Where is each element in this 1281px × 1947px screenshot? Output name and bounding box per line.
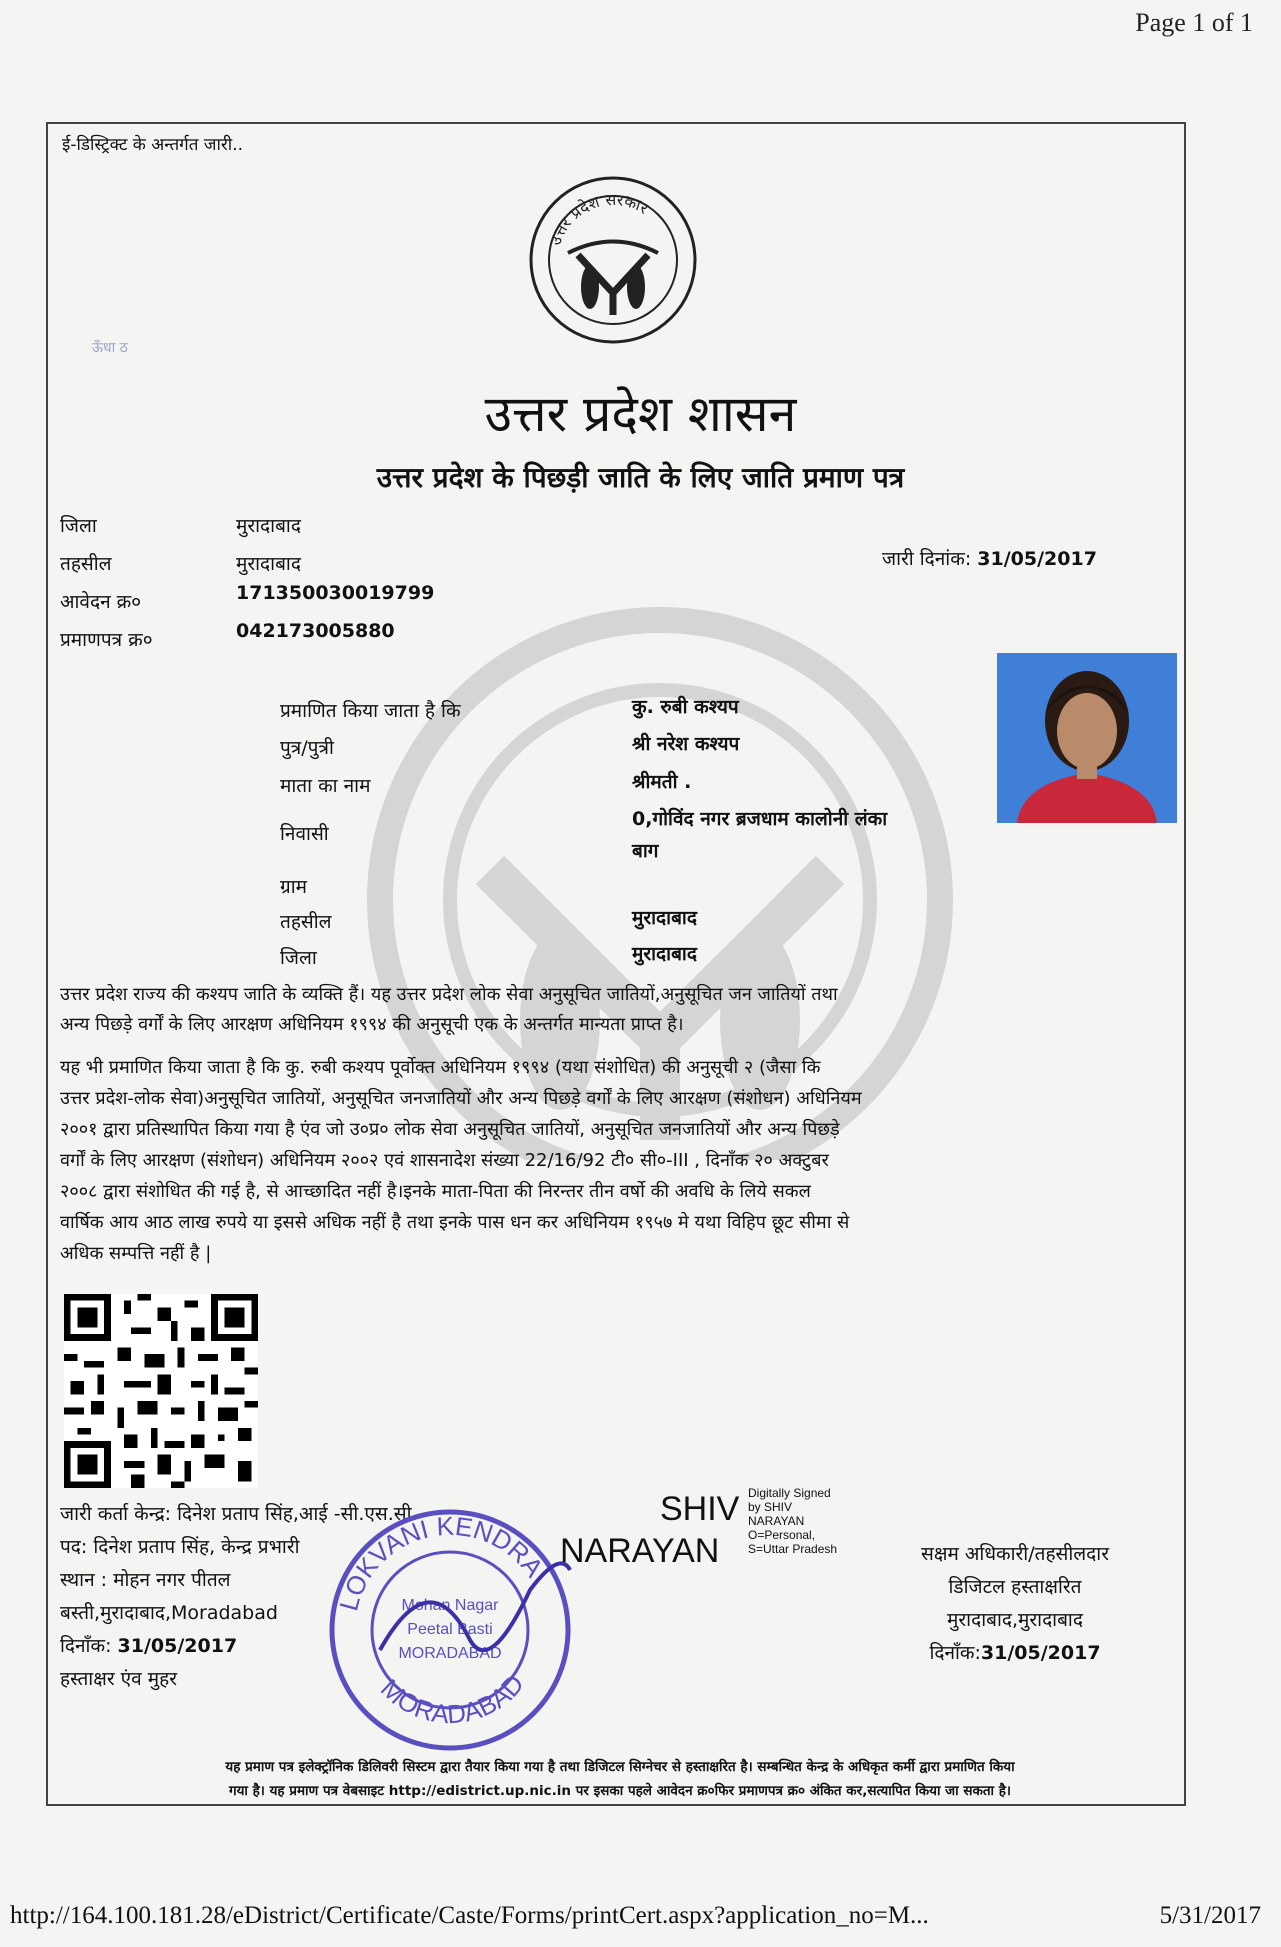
authority-date-value: 31/05/2017 <box>980 1642 1101 1664</box>
svg-text:MORADABAD <box>375 1669 530 1730</box>
issue-date <box>882 545 1097 571</box>
digital-signature <box>560 1480 860 1610</box>
applicant-photo <box>997 653 1177 823</box>
person-photo-icon <box>997 653 1177 823</box>
authority-date <box>880 1637 1150 1670</box>
verification-note-line: यह प्रमाण पत्र इलेक्ट्रॉनिक डिलिवरी सिस्टम द्वारा तैयार किया गया है तथा डिजिटल सिग्नेचर से हस्ताक्षरित है। सम्बन्धित केन्द्र के अधिकृत कर्मी द्वारा प्रमाणित किया <box>225 1759 1015 1775</box>
stamp-outer-bottom-text: MORADABAD <box>375 1668 530 1730</box>
district-value: मुरादाबाद <box>236 515 301 537</box>
issued-under-note: ई-डिस्ट्रिक्ट के अन्तर्गत जारी.. <box>62 135 244 155</box>
certificate-subtitle: उत्तर प्रदेश के पिछड़ी जाति के लिए जाति प्रमाण पत्र <box>376 461 905 494</box>
stamp-outer-top-text: LOKVANI KENDRA <box>333 1510 550 1614</box>
page-number: Page 1 of 1 <box>1135 8 1253 37</box>
paragraph-line: वार्षिक आय आठ लाख रुपये या इससे अधिक नहीं है तथा इनके पास धन कर अधिनियम १९५७ मे यथा विहिप छूट सीमा से <box>60 1212 850 1233</box>
applicant-name: कु. रुबी कश्यप <box>632 696 739 718</box>
signature-and-seal-label: हस्ताक्षर एंव मुहर <box>60 1668 177 1690</box>
signer-name-line1: SHIV <box>660 1490 740 1528</box>
person-tehsil-label: तहसील <box>280 911 332 933</box>
caste-paragraph <box>60 980 1150 1040</box>
faint-stamp-mark: ऊँधा ठ <box>92 340 128 356</box>
signature-meta-line: NARAYAN <box>748 1514 805 1528</box>
issuer-place-line2: बस्ती,मुरादाबाद,Moradabad <box>60 1602 278 1624</box>
resident-address-line1: 0,गोविंद नगर ब्रजधाम कालोनी लंका <box>632 808 888 830</box>
issuer-date-label: दिनाँक: <box>60 1635 112 1657</box>
seal-text: उत्तर प्रदेश सरकार <box>545 189 652 248</box>
paragraph-line: उत्तर प्रदेश राज्य की कश्यप जाति के व्यक्ति हैं। यह उत्तर प्रदेश लोक सेवा अनुसूचित जातियों,अनुसूचित जन जातियों तथा <box>60 984 838 1005</box>
certified-label: प्रमाणित किया जाता है कि <box>280 700 461 722</box>
verification-note-line: गया है। यह प्रमाण पत्र वेबसाइट http://edistrict.up.nic.in पर इसका पहले आवेदन क्र०फिर प्रमाणपत्र क्र० अंकित कर,सत्यापित किया जा सकता है। <box>228 1783 1012 1799</box>
issuer-designation: पद: दिनेश प्रताप सिंह, केन्द्र प्रभारी <box>60 1536 300 1558</box>
authority-block <box>880 1538 1150 1670</box>
paragraph-line: २००१ द्वारा प्रतिस्थापित किया गया है एंव जो उ०प्र० लोक सेवा अनुसूचित जातियों, अनुसूचित जनजातियों और अन्य पिछड़े <box>60 1119 840 1140</box>
paragraph-line: वर्गों के लिए आरक्षण (संशोधन) अधिनियम २००२ एवं शासनादेश संख्या 22/16/92 टी० सी०-III , दिनाँक २० अक्टुबर <box>60 1150 829 1171</box>
resident-address-line2: बाग <box>632 840 659 862</box>
tehsil-value: मुरादाबाद <box>236 553 301 575</box>
application-number-value: 171350030019799 <box>236 582 435 604</box>
authority-title: सक्षम अधिकारी/तहसीलदार <box>921 1543 1109 1565</box>
up-government-seal-icon <box>528 175 698 345</box>
village-label: ग्राम <box>280 876 307 898</box>
paragraph-line: यह भी प्रमाणित किया जाता है कि कु. रुबी कश्यप पूर्वोक्त अधिनियम १९९४ (यथा संशोधित) की अनुसूची २ (जैसा कि <box>60 1057 821 1078</box>
signer-name-line2: NARAYAN <box>560 1532 720 1570</box>
issuer-date-value: 31/05/2017 <box>117 1635 238 1657</box>
print-date: 5/31/2017 <box>1159 1902 1261 1929</box>
mother-label: माता का नाम <box>280 775 371 797</box>
mother-name: श्रीमती . <box>632 771 692 793</box>
tehsil-label: तहसील <box>60 553 112 575</box>
verification-note <box>60 1755 1180 1803</box>
authority-digital-signed: डिजिटल हस्ताक्षरित <box>948 1576 1082 1598</box>
paragraph-line: उत्तर प्रदेश-लोक सेवा)अनुसूचित जातियों, अनुसूचित जनजातियों और अन्य पिछड़े वर्गों के लिए आरक्षण (संशोधन) अधिनियम <box>60 1088 862 1109</box>
issuer-date <box>60 1632 237 1658</box>
person-district-label: जिला <box>280 947 317 969</box>
person-district-value: मुरादाबाद <box>632 943 697 965</box>
resident-label: निवासी <box>280 823 329 845</box>
signature-meta-line: S=Uttar Pradesh <box>748 1542 838 1556</box>
parent-name: श्री नरेश कश्यप <box>632 733 740 755</box>
application-number-label: आवेदन क्र० <box>60 591 142 613</box>
district-label: जिला <box>60 515 97 537</box>
stamp-inner-line3: MORADABAD <box>398 1645 502 1662</box>
certificate-number-value: 042173005880 <box>236 620 395 642</box>
authority-location: मुरादाबाद,मुरादाबाद <box>947 1609 1083 1631</box>
signature-meta-line: O=Personal, <box>748 1528 816 1542</box>
paragraph-line: अन्य पिछड़े वर्गों के लिए आरक्षण अधिनियम १९९४ की अनुसूची एक के अन्तर्गत मान्यता प्राप्त है। <box>60 1014 684 1035</box>
authority-date-label: दिनाँक: <box>929 1642 981 1664</box>
certificate-title: उत्तर प्रदेश शासन <box>484 385 797 443</box>
stamp-inner-line2: Peetal Basti <box>407 1621 493 1638</box>
lokvani-kendra-stamp-icon <box>320 1500 580 1760</box>
parent-label: पुत्र/पुत्री <box>280 737 334 759</box>
issuer-place: स्थान : मोहन नगर पीतल <box>60 1569 231 1591</box>
certificate-number-label: प्रमाणपत्र क्र० <box>60 629 153 651</box>
paragraph-line: अधिक सम्पत्ति नहीं है | <box>60 1243 212 1264</box>
signature-meta <box>748 1486 837 1556</box>
paragraph-line: २००८ द्वारा संशोधित की गई है, से आच्छादित नहीं है।इनके माता-पिता की निरन्तर तीन वर्षो की अवधि के लिये सकल <box>60 1181 811 1202</box>
qr-code-icon <box>64 1294 258 1488</box>
issue-date-label: जारी दिनांक: <box>882 548 972 570</box>
issue-date-value: 31/05/2017 <box>977 548 1097 570</box>
signature-meta-line: by SHIV <box>748 1500 793 1514</box>
signature-meta-line: Digitally Signed <box>748 1486 831 1500</box>
certification-paragraph <box>60 1052 1150 1269</box>
person-tehsil-value: मुरादाबाद <box>632 907 697 929</box>
issuer-center: जारी कर्ता केन्द्र: दिनेश प्रताप सिंह,आई -सी.एस.सी. <box>60 1503 418 1525</box>
stamp-inner-line1: Mohan Nagar <box>401 1597 499 1614</box>
print-url: http://164.100.181.28/eDistrict/Certificate/Caste/Forms/printCert.aspx?application_no=M... <box>10 1902 929 1929</box>
